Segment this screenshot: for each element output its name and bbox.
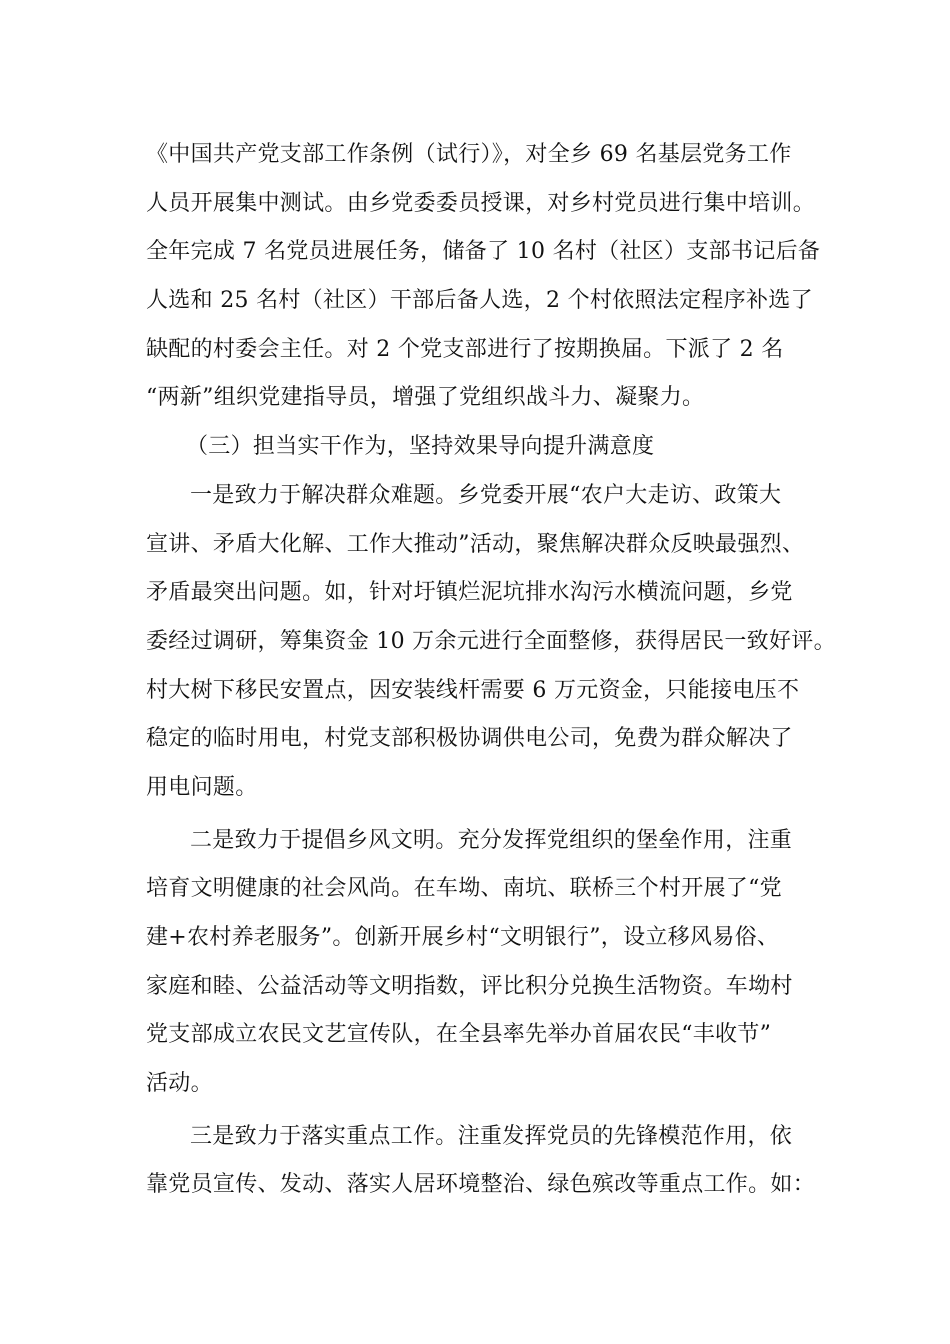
text-line: 靠党员宣传、发动、落实人居环境整治、绿色殡改等重点工作。如： xyxy=(146,1172,816,1198)
section-heading xyxy=(146,423,826,472)
text-line: 宣讲、矛盾大化解、工作大推动”活动，聚焦解决群众反映最强烈、 xyxy=(146,531,805,557)
text-line: 党支部成立农民文艺宣传队，在全县率先举办首届农民“丰收节” xyxy=(146,1022,772,1048)
paragraph-4 xyxy=(146,1113,826,1210)
text-line: “两新”组织党建指导员，增强了党组织战斗力、凝聚力。 xyxy=(146,385,705,411)
heading-3: （三）担当实干作为，坚持效果导向提升满意度 xyxy=(186,434,655,460)
text-line: 建+农村养老服务”。创新开展乡村“文明银行”，设立移风易俗、 xyxy=(146,925,780,950)
text-line: 三是致力于落实重点工作。注重发挥党员的先锋模范作用，依 xyxy=(190,1123,793,1149)
document-body xyxy=(146,131,836,1210)
text-line: 人选和 25 名村（社区）干部后备人选，2 个村依照法定程序补选了 xyxy=(146,288,813,314)
paragraph-2 xyxy=(146,472,836,813)
paragraph-3 xyxy=(146,817,826,1109)
text-line: 稳定的临时用电，村党支部积极协调供电公司，免费为群众解决了 xyxy=(146,726,793,752)
text-line: 一是致力于解决群众难题。乡党委开展“农户大走访、政策大 xyxy=(190,482,782,508)
text-line: 《中国共产党支部工作条例（试行）》，对全乡 69 名基层党务工作 xyxy=(146,142,792,167)
text-line: 活动。 xyxy=(146,1071,213,1097)
text-line: 村大树下移民安置点，因安装线杆需要 6 万元资金，只能接电压不 xyxy=(146,677,800,703)
text-line: 委经过调研，筹集资金 10 万余元进行全面整修，获得居民一致好评。 xyxy=(146,628,836,654)
text-line: 家庭和睦、公益活动等文明指数，评比积分兑换生活物资。车坳村 xyxy=(146,973,793,999)
text-line: 二是致力于提倡乡风文明。充分发挥党组织的堡垒作用，注重 xyxy=(190,827,793,853)
text-line: 矛盾最突出问题。如，针对圩镇烂泥坑排水沟污水横流问题，乡党 xyxy=(146,580,793,606)
text-line: 人员开展集中测试。由乡党委委员授课，对乡村党员进行集中培训。 xyxy=(146,190,816,216)
text-line: 培育文明健康的社会风尚。在车坳、南坑、联桥三个村开展了“党 xyxy=(146,876,782,902)
text-line: 缺配的村委会主任。对 2 个党支部进行了按期换届。下派了 2 名 xyxy=(146,336,784,362)
paragraph-1 xyxy=(146,131,826,423)
text-line: 用电问题。 xyxy=(146,774,258,800)
text-line: 全年完成 7 名党员进展任务，储备了 10 名村（社区）支部书记后备 xyxy=(146,239,821,265)
